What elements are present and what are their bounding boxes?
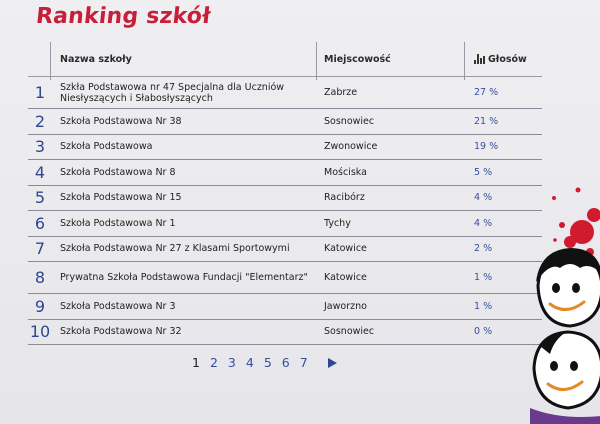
school-name[interactable]: Szkła Podstawowa nr 47 Specjalna dla Uczniów Niesłyszących i Słabosłyszących (60, 81, 285, 104)
rank-number: 4 (34, 162, 46, 182)
vote-percentage: 5 % (474, 166, 493, 178)
table-row[interactable] (28, 109, 542, 135)
page-link-6[interactable]: 6 (281, 355, 290, 370)
table-row[interactable] (28, 135, 542, 161)
column-header-votes[interactable] (474, 42, 527, 76)
vote-percentage: 4 % (474, 217, 493, 229)
table-body (28, 77, 542, 345)
page-link-7[interactable]: 7 (299, 355, 308, 370)
column-divider (464, 42, 465, 80)
vote-percentage: 19 % (474, 141, 499, 153)
school-city: Jaworzno (324, 300, 367, 312)
paint-splash-decoration (552, 188, 600, 257)
rank-number: 5 (34, 188, 46, 208)
school-city: Zwonowice (324, 141, 378, 153)
vote-percentage: 1 % (474, 272, 493, 283)
school-city: Racibórz (324, 192, 365, 204)
school-city: Mościska (324, 166, 367, 178)
table-row[interactable] (28, 294, 542, 320)
vote-percentage: 27 % (474, 87, 499, 98)
column-header-city[interactable]: Miejscowość (324, 53, 391, 65)
rank-number: 10 (29, 322, 51, 342)
ranking-table (28, 42, 542, 345)
kids-faces-decoration (510, 170, 600, 424)
smiling-kid-face-bottom (530, 332, 600, 424)
smiling-kid-face-top (536, 248, 600, 326)
school-city: Sosnowiec (324, 326, 375, 338)
column-header-votes-label: Głosów (488, 53, 527, 65)
page-link-1[interactable]: 1 (192, 355, 200, 370)
school-name[interactable]: Szkoła Podstawowa Nr 8 (60, 166, 176, 178)
school-city: Katowice (324, 272, 367, 283)
rank-number: 7 (34, 239, 46, 259)
school-name[interactable]: Prywatna Szkoła Podstawowa Fundacji "Elementarz" (60, 272, 308, 283)
table-row[interactable] (28, 77, 542, 109)
vote-percentage: 1 % (474, 300, 493, 312)
table-row[interactable] (28, 237, 542, 263)
table-row[interactable] (28, 262, 542, 294)
page-link-4[interactable]: 4 (245, 355, 254, 370)
school-city: Sosnowiec (324, 115, 375, 127)
next-page-icon[interactable] (328, 358, 337, 368)
vote-percentage: 4 % (474, 192, 493, 204)
rank-number: 3 (34, 137, 46, 157)
school-name[interactable]: Szkoła Podstawowa Nr 3 (60, 300, 176, 312)
column-divider (316, 42, 317, 80)
school-name[interactable]: Szkoła Podstawowa Nr 15 (60, 192, 182, 204)
vote-percentage: 2 % (474, 243, 493, 255)
column-header-name[interactable]: Nazwa szkoły (60, 53, 132, 65)
rank-number: 8 (34, 268, 46, 287)
school-city: Katowice (324, 243, 367, 255)
school-city: Tychy (324, 217, 351, 229)
rank-number: 2 (34, 111, 46, 131)
rank-number: 6 (34, 213, 46, 233)
table-row[interactable] (28, 211, 542, 237)
bar-chart-icon (474, 54, 485, 64)
rank-number: 9 (34, 296, 46, 316)
school-name[interactable]: Szkoła Podstawowa Nr 32 (60, 326, 182, 338)
table-row[interactable] (28, 160, 542, 186)
vote-percentage: 21 % (474, 115, 499, 127)
school-name[interactable]: Szkoła Podstawowa (60, 141, 153, 153)
page-link-3[interactable]: 3 (227, 355, 236, 370)
vote-percentage: 0 % (474, 326, 493, 338)
table-row[interactable] (28, 186, 542, 212)
school-name[interactable]: Szkoła Podstawowa Nr 27 z Klasami Sportowymi (60, 243, 290, 255)
school-city: Zabrze (324, 87, 358, 98)
school-name[interactable]: Szkoła Podstawowa Nr 38 (60, 115, 182, 127)
column-divider (50, 42, 51, 80)
pagination (192, 355, 337, 370)
rank-number: 1 (34, 83, 46, 102)
page-title: Ranking szkół (34, 4, 212, 29)
school-name[interactable]: Szkoła Podstawowa Nr 1 (60, 217, 176, 229)
page-link-2[interactable]: 2 (209, 355, 218, 370)
table-row[interactable] (28, 320, 542, 346)
page-link-5[interactable]: 5 (263, 355, 272, 370)
